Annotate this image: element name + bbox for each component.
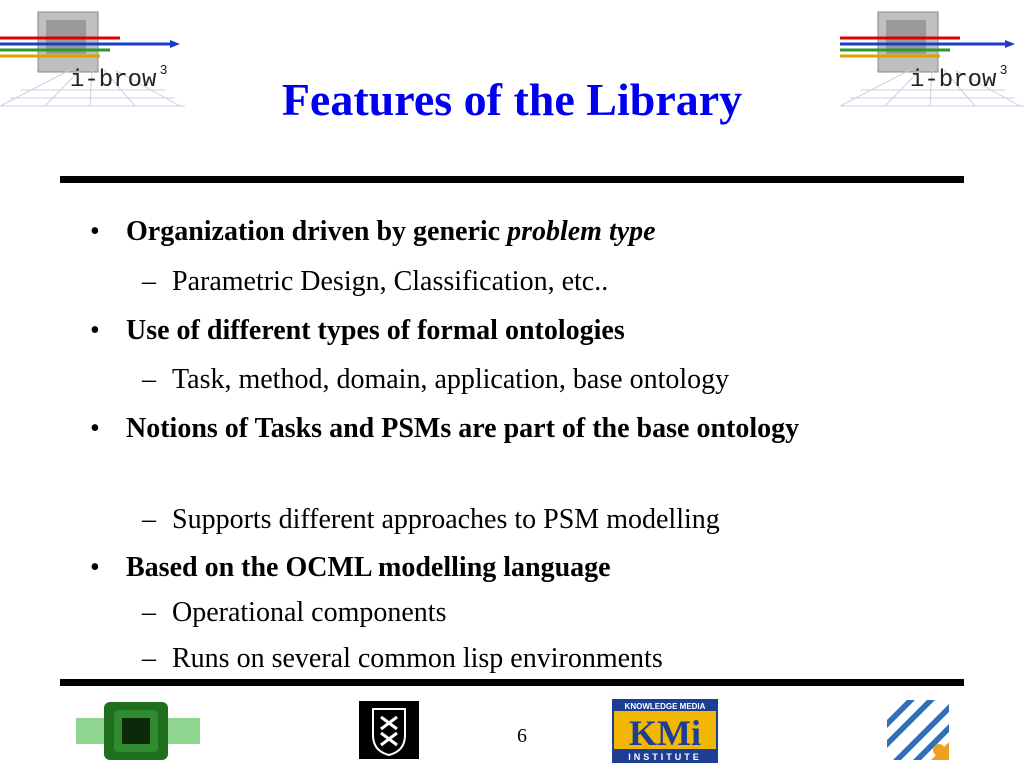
sub-bullet-text: Task, method, domain, application, base ontology bbox=[172, 364, 730, 395]
sub-bullet-item bbox=[142, 262, 902, 302]
dash-mark: – bbox=[142, 266, 156, 297]
dash-mark: – bbox=[142, 504, 156, 535]
university-crest-logo bbox=[359, 701, 419, 759]
dash-mark: – bbox=[142, 643, 156, 674]
sub-bullet-text: Operational components bbox=[172, 597, 447, 628]
bullet-text: Use of different types of formal ontologies bbox=[126, 315, 625, 346]
sub-bullet-text: Runs on several common lisp environments bbox=[172, 643, 663, 674]
bullet-text-italic: problem type bbox=[507, 216, 656, 247]
striped-logo bbox=[887, 700, 949, 760]
bullet-dot: • bbox=[90, 216, 100, 247]
dash-mark: – bbox=[142, 364, 156, 395]
ibrow-logo-text: i-brow bbox=[70, 67, 157, 94]
bullet-dot: • bbox=[90, 552, 100, 583]
kmi-top-text: KNOWLEDGE MEDIA bbox=[624, 702, 706, 711]
kmi-bottom-text: INSTITUTE bbox=[628, 752, 702, 762]
bullet-item bbox=[90, 212, 850, 252]
bullet-text: Based on the OCML modelling language bbox=[126, 552, 611, 583]
sub-bullet-item bbox=[142, 639, 902, 679]
top-divider bbox=[60, 176, 964, 183]
kmi-main-text: KMi bbox=[629, 713, 701, 753]
bullet-item bbox=[90, 311, 850, 351]
sub-bullet-item bbox=[142, 593, 902, 633]
ibrow-logo-superscript: 3 bbox=[160, 62, 168, 77]
sub-bullet-text: Supports different approaches to PSM modelling bbox=[172, 504, 720, 535]
bottom-divider bbox=[60, 679, 964, 686]
bullet-dot: • bbox=[90, 413, 100, 444]
sub-bullet-item bbox=[142, 500, 902, 540]
bullet-text: Notions of Tasks and PSMs are part of the base ontology bbox=[126, 413, 800, 444]
kmi-logo bbox=[612, 699, 718, 763]
green-square-logo bbox=[76, 700, 200, 762]
bullet-item bbox=[90, 548, 850, 588]
dash-mark: – bbox=[142, 597, 156, 628]
page-number: 6 bbox=[517, 725, 527, 747]
bullet-item bbox=[90, 409, 830, 449]
bullet-dot: • bbox=[90, 315, 100, 346]
sub-bullet-item bbox=[142, 360, 902, 400]
ibrow-logo-text: i-brow bbox=[910, 67, 997, 94]
bullet-text: Organization driven by generic bbox=[126, 216, 508, 247]
sub-bullet-text: Parametric Design, Classification, etc.. bbox=[172, 266, 609, 297]
slide-title: Features of the Library bbox=[281, 74, 743, 125]
ibrow-logo-superscript: 3 bbox=[1000, 62, 1008, 77]
